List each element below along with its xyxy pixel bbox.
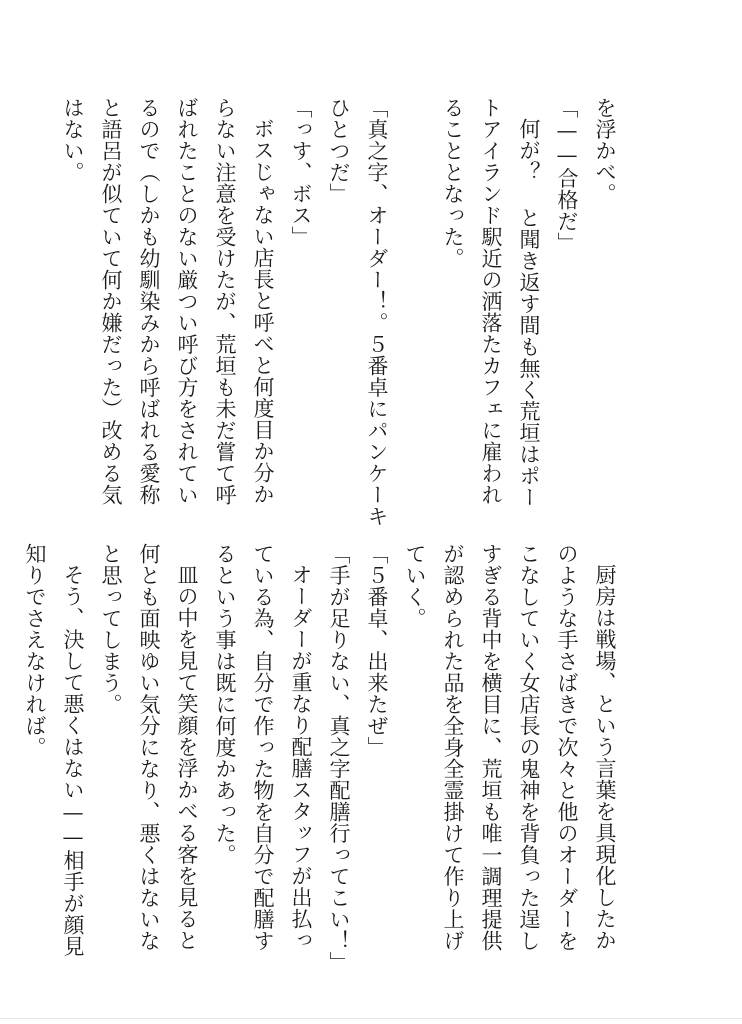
upper-text-block: [61, 97, 624, 527]
text-line: 何とも面映ゆい気分になり、悪くはないな: [137, 543, 161, 952]
text-line: ている為、自分で作った物を自分で配膳す: [251, 543, 275, 952]
text-line: 「真之字、オーダー！。５番卓にパンケーキ: [365, 97, 389, 527]
text-line: 「手が足りない、真之字配膳行ってこい！」: [327, 543, 351, 973]
text-line: 知りでさえなければ。: [23, 543, 47, 758]
text-line: [396, 97, 434, 489]
text-line: を浮かべ。: [593, 97, 617, 205]
text-line: らない注意を受けたが、荒垣も未だ嘗て呼: [213, 97, 237, 506]
text-line: ていく。: [403, 543, 427, 629]
lower-text-block: [23, 543, 624, 973]
text-line: ひとつだ」: [327, 97, 351, 205]
text-line: 「っす、ボス」: [289, 97, 313, 248]
text-line: そう、決して悪くはない——相手が顔見: [61, 564, 85, 957]
text-line: すぎる背中を横目に、荒垣も唯一調理提供: [479, 543, 503, 952]
page-bottom-edge: [0, 1018, 742, 1019]
text-line: はない。: [61, 97, 85, 183]
text-line: るという事は既に何度かあった。: [213, 543, 237, 866]
text-line: ボスじゃない店長と呼べと何度目か分か: [251, 118, 275, 505]
text-line: こなしていく女店長の鬼神を背負った逞し: [517, 543, 541, 952]
text-line: ばれたことのない厳つい呼び方をされてい: [175, 97, 199, 506]
text-line: るので（しかも幼馴染みから呼ばれる愛称: [137, 97, 161, 506]
text-line: と思ってしまう。: [99, 543, 123, 715]
text-line: が認められた品を全身全霊掛けて作り上げ: [441, 543, 465, 952]
text-line: 「——合格だ」: [555, 97, 579, 254]
text-line: と語呂が似ていて何か嫌だった）改める気: [99, 97, 123, 506]
text-line: 「５番卓、出来たぜ」: [365, 543, 389, 758]
text-line: オーダーが重なり配膳スタッフが出払っ: [289, 564, 313, 951]
text-line: 何が？ と聞き返す間も無く荒垣はポー: [517, 118, 541, 508]
text-line: 厨房は戦場、という言葉を具現化したか: [593, 564, 617, 951]
text-line: のような手さばきで次々と他のオーダーを: [555, 543, 579, 952]
text-line: ることとなった。: [441, 97, 465, 269]
text-line: トアイランド駅近の洒落たカフェに雇われ: [479, 97, 503, 506]
text-line: 皿の中を見て笑顔を浮かべる客を見ると: [175, 564, 199, 951]
